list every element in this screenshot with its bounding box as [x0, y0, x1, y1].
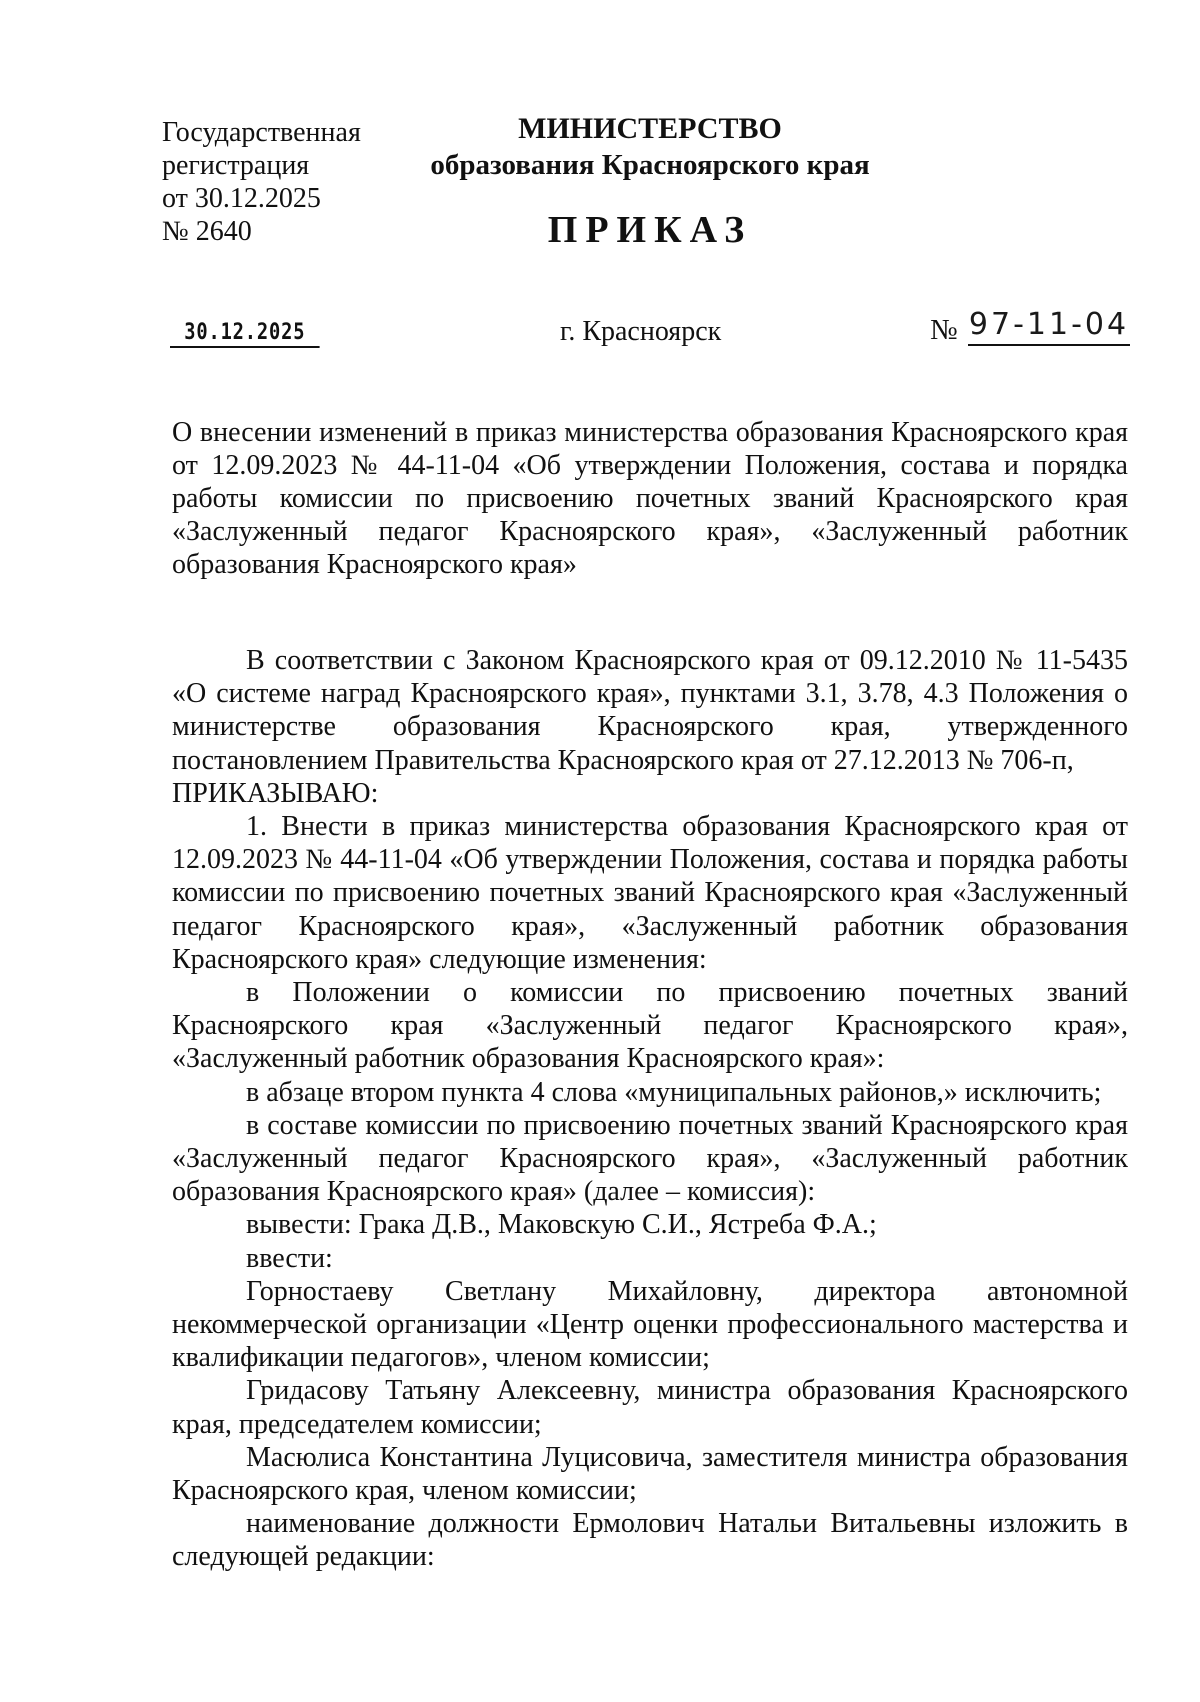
body-paragraph: В соответствии с Законом Красноярского края от 09.12.2010 № 11-5435 «О системе наград Красноярского края», пунктами 3.1, 3.78, 4.3 Положения о министерстве образования Красноярского края, утвержденного постановлением Правительства Красноярского края от 27.12.2013 № 706-п, [172, 645, 1128, 776]
document-type: ПРИКАЗ [547, 209, 753, 251]
body-paragraph: Горностаеву Светлану Михайловну, директора автономной некоммерческой организации «Центр оценки профессионального мастерства и квалификации педагогов», членом комиссии; [172, 1275, 1128, 1374]
body-paragraph: ввести: [246, 1242, 333, 1274]
ministry-name: МИНИСТЕРСТВО [518, 112, 782, 145]
date-stamp: 30.12.2025 [170, 320, 320, 348]
body-paragraph: Масюлиса Константина Луцисовича, заместителя министра образования Красноярского края, членом комиссии; [172, 1441, 1128, 1507]
body-paragraph: 1. Внести в приказ министерства образования Красноярского края от 12.09.2023 № 44-11-04 «Об утверждении Положения, состава и порядка работы комиссии по присвоению почетных званий Красноярского края «Заслуженный педагог Красноярского края», «Заслуженный работник образования Красноярского края» следующие изменения: [172, 811, 1128, 975]
body-paragraph: наименование должности Ермолович Натальи Витальевны изложить в следующей редакции: [172, 1508, 1128, 1573]
registration-date: от 30.12.2025 [162, 183, 321, 214]
registration-line: Государственная [162, 117, 361, 148]
order-number-label: № [930, 314, 958, 346]
order-number-handwritten: 97-11-04 [968, 306, 1130, 346]
document-body [172, 644, 1128, 1574]
registration-line: регистрация [162, 150, 310, 181]
city: г. Красноярск [560, 316, 722, 347]
body-order-word: ПРИКАЗЫВАЮ: [172, 777, 379, 809]
ministry-header [420, 110, 880, 184]
document-title: О внесении изменений в приказ министерства образования Красноярского края от 12.09.2023 № 44-11-04 «Об утверждении Положения, состава и порядка работы комиссии по присвоению почетных званий Красноярского края «Заслуженный педагог Красноярского края», «Заслуженный работник образования Красноярского края» [172, 417, 1128, 580]
ministry-subtitle: образования Красноярского края [430, 149, 870, 181]
body-paragraph: вывести: Грака Д.В., Маковскую С.И., Ястреба Ф.А.; [246, 1209, 877, 1241]
body-paragraph: Гридасову Татьяну Алексеевну, министра образования Красноярского края, председателем комиссии; [172, 1375, 1128, 1440]
body-paragraph: в абзаце втором пункта 4 слова «муниципальных районов,» исключить; [246, 1076, 1102, 1108]
body-paragraph: в Положении о комиссии по присвоению почетных званий Красноярского края «Заслуженный педагог Красноярского края», «Заслуженный работник образования Красноярского края»: [172, 977, 1128, 1075]
body-paragraph: в составе комиссии по присвоению почетных званий Красноярского края «Заслуженный педагог Красноярского края», «Заслуженный работник образования Красноярского края» (далее – комиссия): [172, 1109, 1128, 1208]
registration-number: № 2640 [162, 216, 252, 247]
registration-block [162, 116, 361, 248]
